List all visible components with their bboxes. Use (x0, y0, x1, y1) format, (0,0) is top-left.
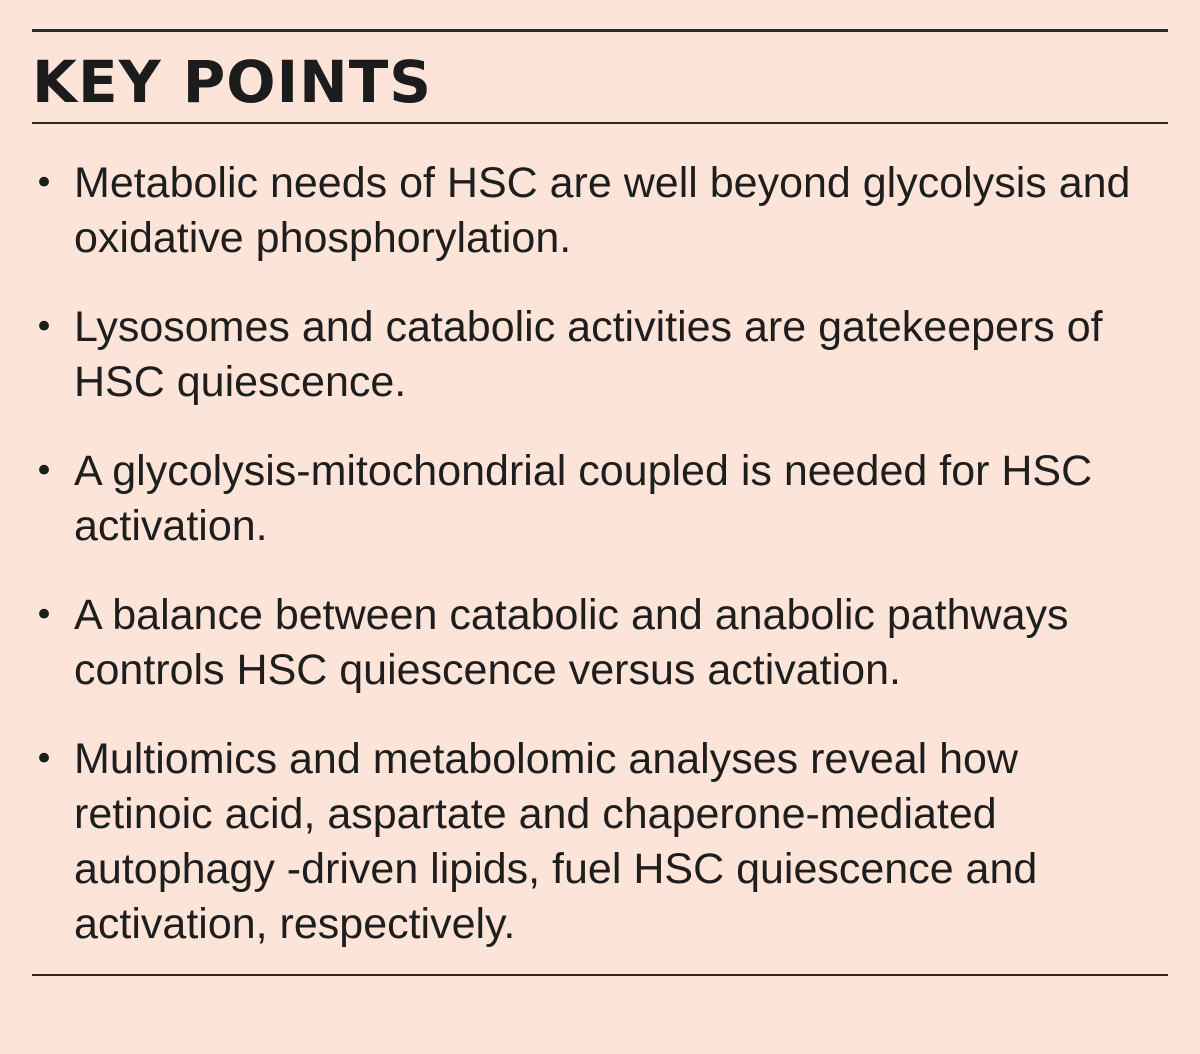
key-point-text: A glycolysis-mitochondrial coupled is needed for HSC activation. (74, 447, 1093, 550)
key-point-text: Multiomics and metabolomic analyses reveal how retinoic acid, aspartate and chaperone-mediated autophagy -driven lipids, fuel HSC quiescence and activation, respectively. (74, 735, 1038, 948)
key-point-item (32, 588, 1168, 698)
key-point-text: Metabolic needs of HSC are well beyond glycolysis and oxidative phosphorylation. (74, 159, 1131, 262)
key-points-list (32, 156, 1168, 986)
bottom-rule (32, 974, 1168, 976)
key-point-item (32, 444, 1168, 554)
bullet-icon: • (34, 163, 55, 203)
bullet-icon: • (34, 307, 55, 347)
key-point-text: A balance between catabolic and anabolic pathways controls HSC quiescence versus activation. (74, 591, 1069, 694)
key-point-item (32, 300, 1168, 410)
bullet-icon: • (34, 595, 55, 635)
top-rule (32, 29, 1168, 32)
bullet-icon: • (34, 451, 55, 491)
key-point-item (32, 156, 1168, 266)
key-point-text: Lysosomes and catabolic activities are gatekeepers of HSC quiescence. (74, 303, 1103, 406)
heading-rule (32, 122, 1168, 124)
key-point-item (32, 732, 1168, 952)
key-points-heading: KEY POINTS (32, 48, 433, 116)
bullet-icon: • (34, 739, 55, 779)
